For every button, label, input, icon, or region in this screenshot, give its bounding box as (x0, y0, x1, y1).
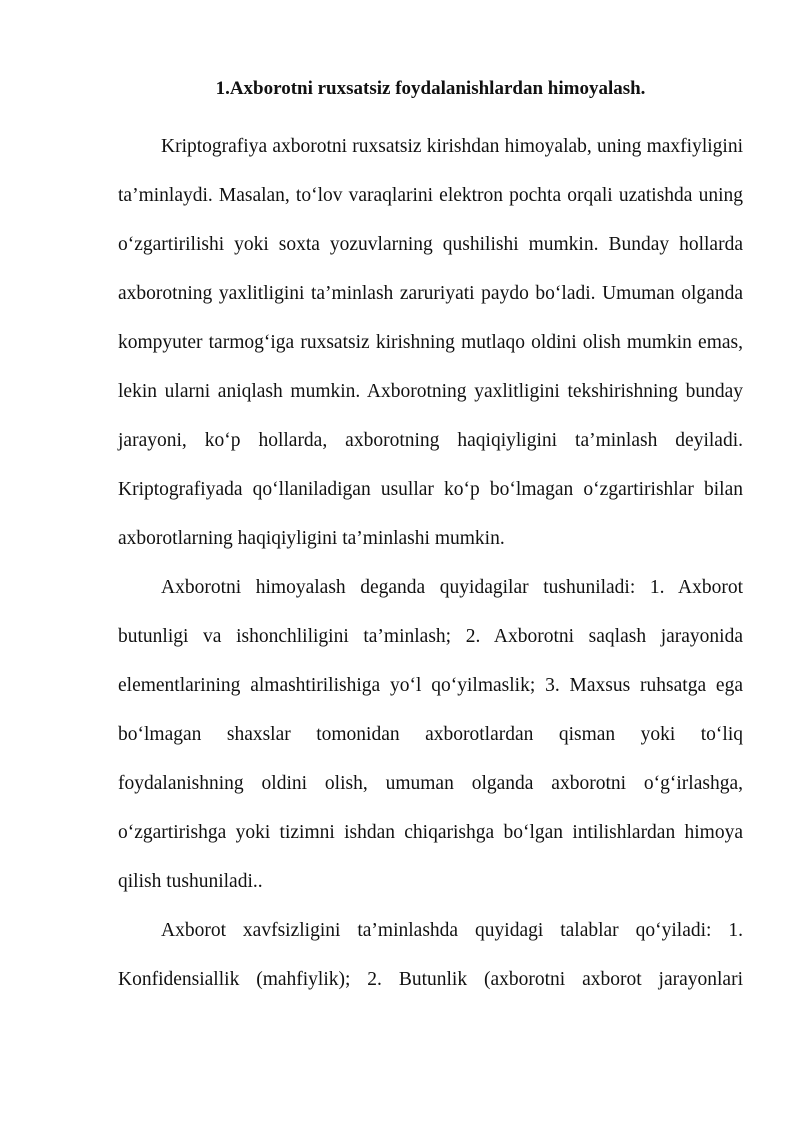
paragraph-security-requirements: Axborot xavfsizligini ta’minlashda quyidagi talablar qo‘yiladi: 1. Konfidensiallik (mahfiylik); 2. Butunlik (axborotni axborot jarayonlari (118, 920, 743, 990)
section-title: 1.Axborotni ruxsatsiz foydalanishlardan himoyalash. (215, 78, 646, 99)
paragraph-protection-definition: Axborotni himoyalash deganda quyidagilar tushuniladi: 1. Axborot butunligi va ishonchliligini ta’minlash; 2. Axborotni saqlash jarayonida elementlarining almashtirilishiga yo‘l qo‘yilmaslik; 3. Maxsus ruhsatga ega bo‘lmagan shaxslar tomonidan axborotlardan qisman yoki to‘liq foydalanishning oldini olish, umuman olganda axborotni o‘g‘irlashga, o‘zgartirishga yoki tizimni ishdan chiqarishga bo‘lgan intilishlardan himoya qilish tushuniladi.. (118, 577, 743, 892)
document-body (118, 122, 743, 1004)
paragraph-cryptography: Kriptografiya axborotni ruxsatsiz kirishdan himoyalab, uning maxfiyligini ta’minlaydi. Masalan, to‘lov varaqlarini elektron pochta orqali uzatishda uning o‘zgartirilishi yoki soxta yozuvlarning qushilishi mumkin. Bunday hollarda axborotning yaxlitligini ta’minlash zaruriyati paydo bo‘ladi. Umuman olganda kompyuter tarmog‘iga ruxsatsiz kirishning mutlaqo oldini olish mumkin emas, lekin ularni aniqlash mumkin. Axborotning yaxlitligini tekshirishning bunday jarayoni, ko‘p hollarda, axborotning haqiqiyligini ta’minlash deyiladi. Kriptografiyada qo‘llaniladigan usullar ko‘p bo‘lmagan o‘zgartirishlar bilan axborotlarning haqiqiyligini ta’minlashi mumkin. (118, 136, 743, 549)
